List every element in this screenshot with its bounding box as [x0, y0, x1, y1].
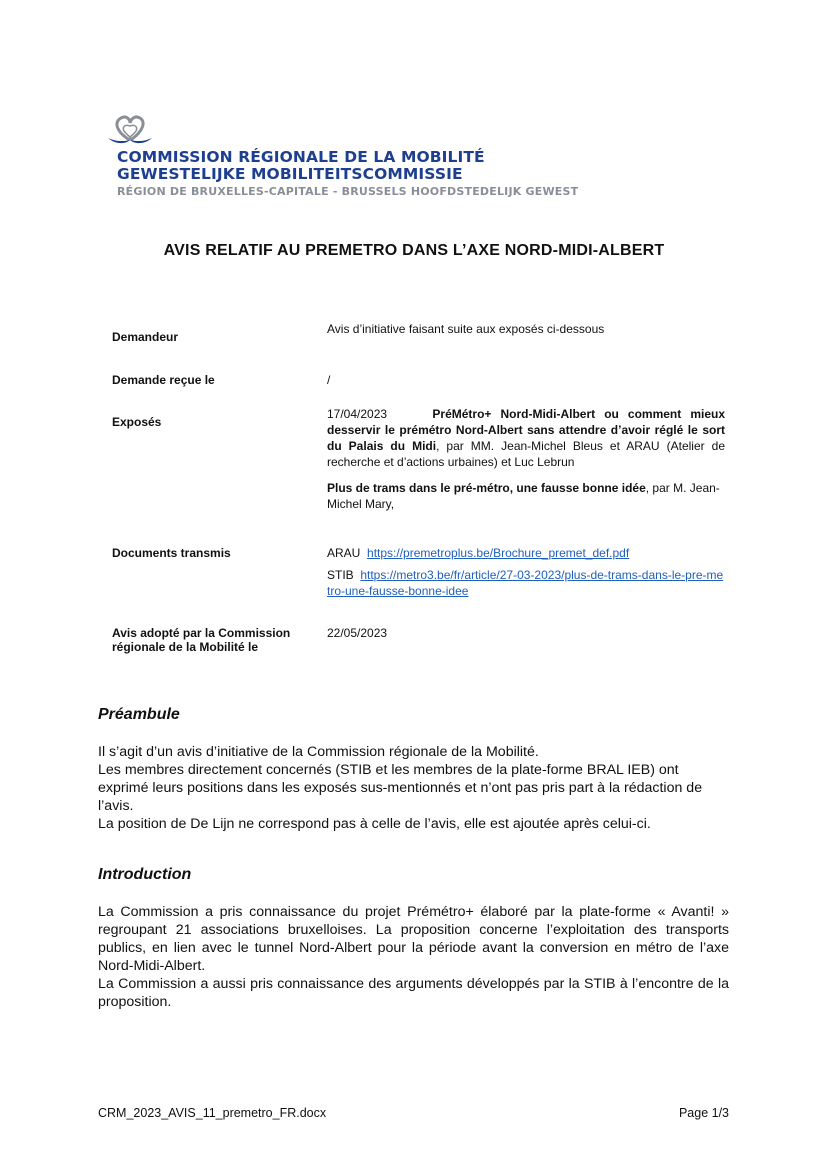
demande-label: Demande reçue le [112, 373, 215, 387]
adopte-label: Avis adopté par la Commission régionale de la Mobilité le [112, 626, 291, 654]
document-title: AVIS RELATIF AU PREMETRO DANS L’AXE NORD-MIDI-ALBERT [163, 242, 665, 259]
footer-page-number: Page 1/3 [678, 1106, 729, 1120]
document-1-link[interactable]: https://premetroplus.be/Brochure_premet_def.pdf [367, 546, 630, 560]
document-2-link[interactable]: https://metro3.be/fr/article/27-03-2023/plus-de-trams-dans-le-pre-metro-une-fausse-bonne-idee [327, 568, 724, 598]
document-2-source: STIB [327, 568, 354, 582]
adopte-value: 22/05/2023 [327, 626, 388, 640]
preambule-heading: Préambule [98, 706, 180, 723]
expose-2-authors: , par M. Jean-Michel Mary, [327, 481, 720, 511]
expose-2-title: Plus de trams dans le pré-métro, une fausse bonne idée [327, 481, 646, 495]
introduction-heading: Introduction [98, 866, 192, 883]
expose-1-date: 17/04/2023 [327, 407, 388, 421]
org-region: RÉGION DE BRUXELLES-CAPITALE - BRUSSELS HOOFDSTEDELIJK GEWEST [117, 185, 579, 198]
expose-1-title: PréMétro+ Nord-Midi-Albert ou comment mieux desservir le prémétro Nord-Albert sans attendre d’avoir réglé le sort du Palais du Midi [327, 407, 726, 453]
documents-label: Documents transmis [112, 546, 231, 560]
preambule-paragraph: La position de De Lijn ne correspond pas à celle de l’avis, elle est ajoutée après celui-ci. [98, 816, 651, 832]
document-1 [327, 545, 725, 561]
introduction-paragraph: La Commission a pris connaissance du projet Prémétro+ élaboré par la plate-forme « Avanti! » regroupant 21 associations bruxelloises. La proposition concerne l’exploitation des transports publics, en lien avec le tunnel Nord-Albert pour la période avant la conversion en métro de l’axe Nord-Midi-Albert. [98, 904, 729, 974]
preambule-paragraph: Les membres directement concernés (STIB et les membres de la plate-forme BRAL IEB) ont exprimé leurs positions dans les exposés sus-mentionnés et n’ont pas pris part à la rédaction de l’avis. [98, 762, 703, 814]
expose-item-1 [327, 406, 725, 470]
exposes-label: Exposés [112, 415, 162, 429]
org-name-fr: COMMISSION RÉGIONALE DE LA MOBILITÉ [117, 148, 485, 166]
document-2 [327, 567, 725, 599]
introduction-body [98, 903, 729, 1011]
expose-item-2 [327, 480, 725, 512]
expose-1-authors: , par MM. Jean-Michel Bleus et ARAU (Atelier de recherche et d’actions urbaines) et Luc Lebrun [327, 439, 725, 469]
demandeur-value: Avis d’initiative faisant suite aux exposés ci-dessous [327, 322, 605, 336]
footer-filename: CRM_2023_AVIS_11_premetro_FR.docx [98, 1106, 327, 1120]
org-name-nl: GEWESTELIJKE MOBILITEITSCOMMISSIE [117, 165, 463, 183]
preambule-paragraph: Il s’agit d’un avis d’initiative de la Commission régionale de la Mobilité. [98, 744, 539, 760]
preambule-body [98, 743, 729, 833]
introduction-paragraph: La Commission a aussi pris connaissance des arguments développés par la STIB à l’encontre de la proposition. [98, 976, 729, 1010]
document-1-source: ARAU [327, 546, 361, 560]
demande-value: / [327, 373, 331, 387]
heart-flower-logo-icon [106, 112, 166, 152]
demandeur-label: Demandeur [112, 330, 179, 344]
